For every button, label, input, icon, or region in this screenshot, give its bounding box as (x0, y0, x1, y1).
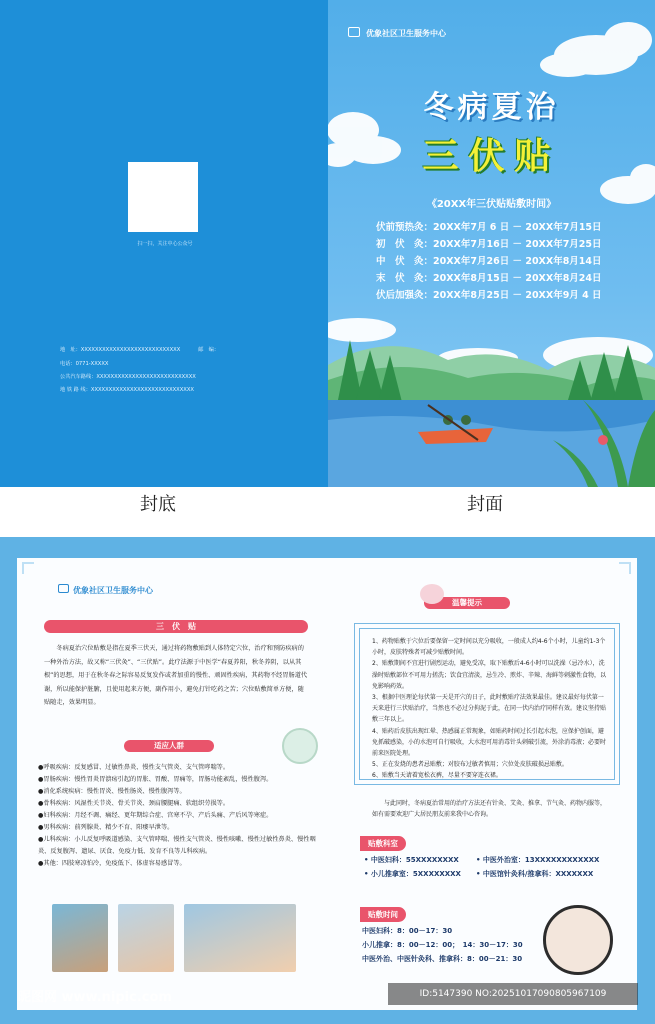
list-item: ●男科疾病：前列腺炎、精少不育、阳痿早泄等。 (38, 824, 174, 831)
time-row: 中医妇科：8：00－17：30 (362, 927, 453, 935)
tips-list (372, 636, 608, 782)
metro-value: XXXXXXXXXXXXXXXXXXXXXXXXXXXXX (90, 387, 194, 393)
time-row: 中医外治、中医针灸科、推拿科：8：00－21：30 (362, 955, 523, 963)
schedule-label: 中 伏 灸： (376, 256, 434, 267)
watermark-left: 昵图网 www.nipic.com (18, 990, 172, 1005)
tip-item: 1、药物贴敷于穴位后要保留一定时间以充分吸收，一般成人约4-6个小时，儿童约1-3个小时，皮肤特殊者可减少贴敷时间。 (372, 638, 606, 657)
corner-ornament (22, 562, 34, 574)
list-item: ●妇科疾病：月经不调、痛经、更年期综合症、宫寒不孕、产后头痛、产后风等寒症。 (38, 812, 273, 819)
phone-value: 0771-XXXXX (75, 361, 109, 367)
schedule-row (376, 236, 602, 250)
schedule-label: 末 伏 灸： (376, 273, 434, 284)
watermark-id: ID:5147390 NO:20251017090805967109 (388, 983, 638, 1005)
dept-item: • 中医外治室：13XXXXXXXXXXXX (476, 856, 600, 864)
list-item: ●呼吸疾病：反复感冒、过敏性鼻炎、慢性支气管炎、支气管哮喘等。 (38, 764, 230, 771)
tips-title-bar: 温馨提示 (424, 597, 510, 609)
dept-item: • 中医馆针灸科/推拿科：XXXXXXX (476, 870, 594, 878)
flower-decoration (420, 584, 444, 604)
schedule-row (376, 253, 602, 267)
front-cover-caption: 封面 (467, 494, 503, 515)
postcode-label: 邮 编： (198, 347, 220, 353)
tip-item: 6、贴敷当天请着宽松衣裤，尽量不要穿连衣裙。 (372, 772, 502, 780)
schedule-row (376, 287, 602, 301)
list-item: ●儿科疾病：小儿反复呼吸道感染、支气管哮喘、慢性支气管炎、慢性咳嗽、慢性过敏性鼻炎、慢性咽炎、反复腹泻、遗尿、厌食、免疫力低、发育不良等儿科疾病。 (38, 836, 316, 855)
hospital-icon (58, 584, 69, 593)
schedule-dates: 20XX年7月26日 － 20XX年8月14日 (433, 256, 602, 267)
front-title-line2: 三伏贴 (422, 135, 561, 177)
photo-treatment-2 (118, 904, 174, 972)
bus-label: 公共汽车路线： (60, 374, 97, 380)
suitable-title-bar: 适应人群 (124, 740, 214, 752)
tip-item: 4、贴药后皮肤出现红晕、热感属正常现象，如贴药时间过长引起水泡，应保护创面，避免抓破感染，小的水泡可自行吸收，大水泡可用消毒针头刺破引流，外涂消毒液；必要时前来医院处理。 (372, 727, 607, 758)
tip-item: 2、贴敷期间不宜进行剧烈运动，避免受凉，取下贴敷后4-6小时可以洗澡（忌冷水），洗澡时贴敷部位不可用力搓洗；饮食宜清淡，忌生冷、煎炸、辛辣、海鲜等刺激性食物，以免影响药效。 (372, 660, 607, 690)
phone-label: 电话： (60, 361, 76, 367)
address-row (60, 346, 219, 353)
list-item: ●胃肠疾病：慢性胃炎胃溃疡引起的胃胀、胃酸、胃痛等，胃肠功能紊乱，慢性腹泻。 (38, 776, 273, 783)
list-item: ●其他：四肢寒凉怕冷，免疫低下、体虚容易感冒等。 (38, 860, 186, 867)
suitable-list (38, 762, 328, 870)
back-cover-caption: 封底 (140, 494, 176, 515)
bus-value: XXXXXXXXXXXXXXXXXXXXXXXXXXXX (96, 374, 196, 380)
photo-treatment-1 (52, 904, 108, 972)
metro-row (60, 386, 194, 393)
section-title-bar: 三 伏 贴 (44, 620, 308, 633)
inner-org-name: 优象社区卫生服务中心 (73, 586, 153, 595)
dept-item: • 小儿推拿室：5XXXXXXXX (364, 870, 461, 878)
metro-label: 地 铁 路 线： (60, 387, 91, 393)
bus-row (60, 373, 196, 380)
note-paragraph: 与此同时，冬病夏治常用的治疗方法还有针灸、艾灸、推拿、节气灸、药物内服等，如有需要欢迎广大居民朋友前来我中心咨询。 (372, 800, 607, 819)
landscape-medallion (282, 728, 318, 764)
schedule-label: 伏前预热灸： (376, 222, 434, 233)
dept-item: • 中医妇科：55XXXXXXXX (364, 856, 459, 864)
tip-item: 3、根据中医理论每伏第一天是开穴的日子，此时敷贴疗法效果最佳。建议最好每伏第一天来进行三伏贴治疗，当然也不必过分拘泥于此，在同一伏内治疗同样有效。建议坚持贴敷三年以上。 (372, 694, 607, 724)
address-label: 地 址： (60, 347, 81, 353)
tip-item: 5、正在发烧的患者忌贴敷；对胶布过敏者慎用；穴位处皮肤破损忌贴敷。 (372, 761, 568, 769)
schedule-dates: 20XX年7月 6 日 － 20XX年7月15日 (433, 222, 602, 233)
schedule-dates: 20XX年7月16日 － 20XX年7月25日 (433, 239, 602, 250)
schedule-label: 伏后加强灸： (376, 290, 434, 301)
depts-title-bar: 贴敷科室 (360, 836, 406, 851)
phone-row (60, 360, 108, 367)
qr-caption: 扫一扫，关注中心公众号 (137, 241, 193, 247)
list-item: ●骨科疾病：风湿性关节炎、骨关节炎、颈肩腰腿痛、软组织劳损等。 (38, 800, 230, 807)
list-item: ●消化系统疾病：慢性胃炎、慢性肠炎、慢性腹泻等。 (38, 788, 186, 795)
time-row: 小儿推拿：8：00－12：00； 14：30－17：30 (362, 941, 523, 949)
schedule-dates: 20XX年8月25日 － 20XX年9月 4 日 (433, 290, 602, 301)
front-org-name: 优象社区卫生服务中心 (366, 29, 446, 38)
hospital-icon (348, 27, 360, 37)
address-value: XXXXXXXXXXXXXXXXXXXXXXXXXXXX (80, 347, 181, 353)
acupoint-photo-circle (543, 905, 613, 975)
front-title-line1: 冬病夏治 (423, 90, 560, 125)
photo-treatment-3 (184, 904, 296, 972)
schedule-label: 初 伏 灸： (376, 239, 434, 250)
time-title-bar: 贴敷时间 (360, 907, 406, 922)
qr-code (128, 162, 198, 232)
front-cover (328, 0, 655, 487)
schedule-subtitle: 《20XX年三伏贴贴敷时间》 (426, 199, 557, 210)
intro-paragraph: 冬病夏治穴位贴敷是指在夏季三伏天，通过将药物敷贴到人体特定穴位，治疗和预防疾病的一种外治方法，故又称“三伏灸”、“三伏贴”。此疗法源于中医学“春夏养阳，秋冬养阴，以从其根”的思想，用于在秋冬春之际容易反复发作或者加重的慢性、顽固性疾病，其药物不经胃肠道代谢，所以能保护脏腑，且使用起来方便，副作用小，避免打针吃药之苦；穴位贴敷简单方便，随贴随走，效果明显。 (44, 645, 308, 706)
schedule-row (376, 219, 602, 233)
schedule-row (376, 270, 602, 284)
schedule-dates: 20XX年8月15日 － 20XX年8月24日 (433, 273, 602, 284)
corner-ornament (619, 562, 631, 574)
